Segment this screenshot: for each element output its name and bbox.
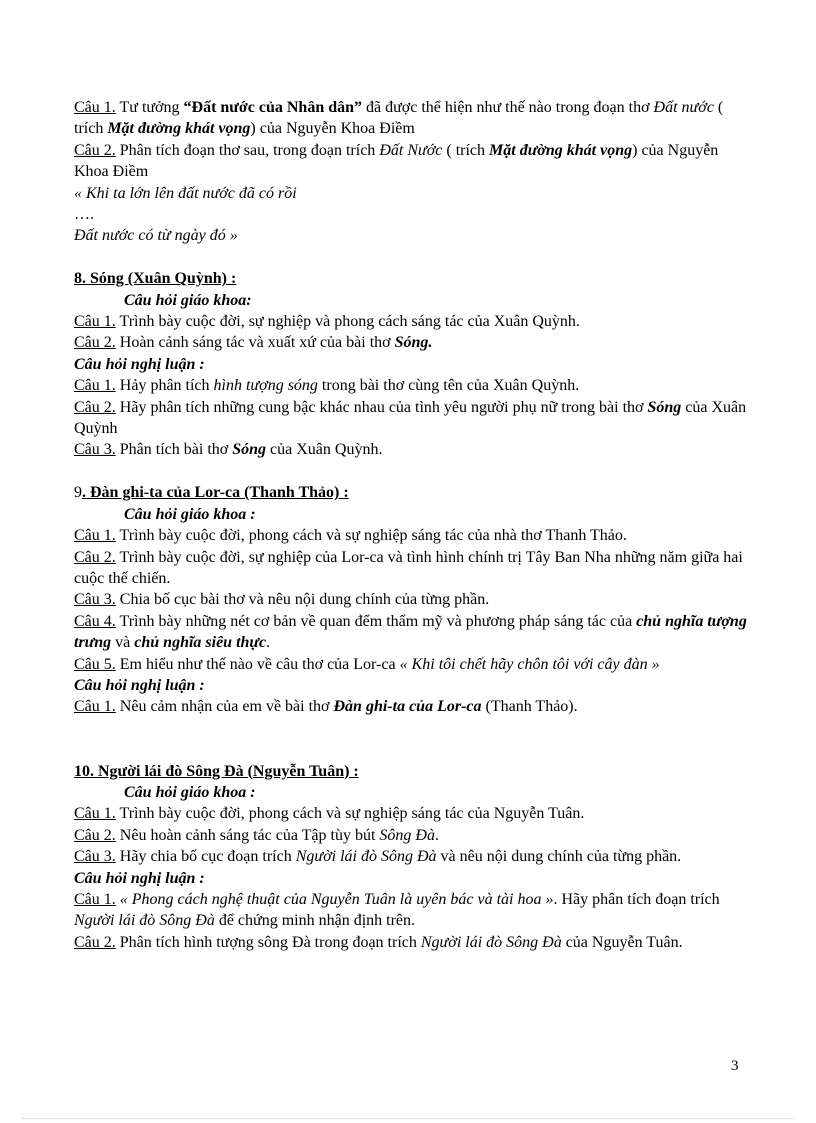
question-label: Câu 1. <box>74 890 116 908</box>
question-paragraph <box>74 140 754 183</box>
question-text: Chia bố cục bài thơ và nêu nội dung chính của từng phần. <box>115 591 490 609</box>
section-title <box>74 268 754 289</box>
section-title-text: 10. Người lái đò Sông Đà (Nguyễn Tuân) : <box>74 762 359 780</box>
question-text: trong bài thơ cùng tên của Xuân Quỳnh. <box>317 377 580 395</box>
section-title <box>74 761 754 782</box>
subsection-heading <box>74 290 754 311</box>
question-paragraph <box>74 825 754 846</box>
question-label: Câu 3. <box>74 848 116 866</box>
spacer <box>74 247 754 268</box>
question-label: Câu 2. <box>74 398 116 416</box>
question-text: Nêu hoàn cảnh sáng tác của Tập tùy bút <box>115 826 380 844</box>
question-text: Trình bày cuộc đời, sự nghiệp và phong cách sáng tác của Xuân Quỳnh. <box>115 313 580 331</box>
document-body <box>74 97 754 953</box>
question-label: Câu 2. <box>74 933 116 951</box>
subsection-heading <box>74 504 754 525</box>
question-paragraph <box>74 932 754 953</box>
italic-quote: « Phong cách nghệ thuật của Nguyễn Tuân là uyên bác và tài hoa » <box>115 890 554 908</box>
question-label: Câu 1. <box>74 527 116 545</box>
question-paragraph <box>74 397 754 440</box>
question-paragraph <box>74 311 754 332</box>
poem-ellipsis: …. <box>74 206 94 224</box>
bold-italic-title: Sóng <box>232 441 267 459</box>
question-text: của Xuân Quỳnh. <box>266 441 383 459</box>
question-text: Em hiểu như thế nào về câu thơ của Lor-ca <box>115 655 400 673</box>
poem-quote-line <box>74 183 754 204</box>
question-label: Câu 1. <box>74 698 116 716</box>
question-label: Câu 1. <box>74 805 116 823</box>
question-label: Câu 2. <box>74 826 116 844</box>
question-text: và <box>111 634 135 652</box>
question-text: Nêu cảm nhận của em về bài thơ <box>115 698 334 716</box>
italic-quote: « Khi tôi chết hãy chôn tôi với cây đàn » <box>399 655 660 673</box>
question-text: và nêu nội dung chính của từng phần. <box>436 848 682 866</box>
question-text: Phân tích hình tượng sông Đà trong đoạn trích <box>115 933 421 951</box>
question-paragraph <box>74 547 754 590</box>
bold-italic-title: Sóng. <box>394 334 433 352</box>
question-text: Hảy phân tích <box>115 377 214 395</box>
question-text: của Xuân Quỳnh <box>74 398 747 438</box>
question-paragraph <box>74 589 754 610</box>
question-text: ( trích <box>74 99 724 138</box>
question-label: Câu 2. <box>74 334 116 352</box>
question-text: để chứng minh nhận định trên. <box>214 912 416 930</box>
italic-phrase: hình tượng sóng <box>213 377 318 395</box>
bold-italic-title: Mặt đường khát vọng <box>107 120 251 138</box>
italic-title: Người lái đò Sông Đà <box>295 848 437 866</box>
question-text: Tư tưởng <box>115 99 184 116</box>
poem-quote-line <box>74 225 754 246</box>
question-label: Câu 3. <box>74 441 116 459</box>
question-text: Phân tích đoạn thơ sau, trong đoạn trích <box>115 141 380 159</box>
bold-quote: “Đất nước của Nhân dân” <box>183 99 363 116</box>
bold-italic-title: Mặt đường khát vọng <box>489 141 633 159</box>
question-paragraph <box>74 97 754 140</box>
question-text: Hãy phân tích những cung bậc khác nhau của tình yêu người phụ nữ trong bài thơ <box>115 398 648 416</box>
section-title-text: 8. Sóng (Xuân Quỳnh) : <box>74 270 237 288</box>
subsection-heading <box>74 868 754 889</box>
poem-quote-end: Đất nước có từ ngày đó » <box>74 227 238 245</box>
question-text: đã được thể hiện như thế nào trong đoạn thơ <box>362 99 654 116</box>
question-label: Câu 1. <box>74 99 116 116</box>
question-text: . Hãy phân tích đoạn trích <box>553 890 720 908</box>
section-title-text: . Đàn ghi-ta của Lor-ca (Thanh Thảo) : <box>82 484 349 502</box>
question-paragraph <box>74 611 754 654</box>
subsection-heading-text: Câu hỏi giáo khoa : <box>124 505 256 523</box>
section-number: 9 <box>74 484 82 502</box>
question-paragraph <box>74 439 754 460</box>
poem-quote-start: « Khi ta lớn lên đất nước đã có rồi <box>74 184 297 202</box>
question-label: Câu 1. <box>74 377 116 395</box>
bold-italic-title: Sóng <box>647 398 682 416</box>
spacer <box>74 461 754 482</box>
question-text: Hoàn cảnh sáng tác và xuất xứ của bài thơ <box>115 334 395 352</box>
italic-title: Đất Nước <box>379 141 443 159</box>
question-label: Câu 2. <box>74 548 116 566</box>
question-paragraph <box>74 696 754 717</box>
subsection-heading <box>74 782 754 803</box>
question-paragraph <box>74 375 754 396</box>
question-label: Câu 2. <box>74 141 116 159</box>
question-paragraph <box>74 889 754 932</box>
subsection-heading-text: Câu hỏi giáo khoa : <box>124 783 256 801</box>
question-text: Trình bày những nét cơ bản về quan đểm thẩm mỹ và phương pháp sáng tác của <box>115 612 637 630</box>
page-number: 3 <box>731 1058 739 1074</box>
question-text: ) của Nguyễn Khoa Điềm <box>74 141 719 181</box>
question-text: ( trích <box>442 141 490 159</box>
page-bottom-divider <box>22 1118 794 1119</box>
question-text: Phân tích bài thơ <box>115 441 233 459</box>
question-text: của Nguyễn Tuân. <box>561 933 683 951</box>
question-text: . <box>434 826 439 844</box>
section-title <box>74 482 754 503</box>
spacer <box>74 718 754 761</box>
question-text: . <box>266 634 271 652</box>
bold-italic-title: Đàn ghi-ta của Lor-ca <box>333 698 482 716</box>
subsection-heading <box>74 354 754 375</box>
question-text: ) của Nguyễn Khoa Điềm <box>250 120 415 138</box>
italic-title: Người lái đò Sông Đà <box>420 933 562 951</box>
question-paragraph <box>74 654 754 675</box>
subsection-heading <box>74 675 754 696</box>
bold-italic-term: chủ nghĩa tượng trưng <box>74 612 747 652</box>
italic-title: Đất nước <box>653 99 714 116</box>
subsection-heading-text: Câu hỏi giáo khoa: <box>124 291 252 309</box>
question-text: (Thanh Thảo). <box>481 698 578 716</box>
italic-title: Sông Đà <box>379 826 435 844</box>
subsection-heading-text: Câu hỏi nghị luận : <box>74 676 205 694</box>
subsection-heading-text: Câu hỏi nghị luận : <box>74 355 205 373</box>
italic-title: Người lái đò Sông Đà <box>74 912 215 930</box>
question-label: Câu 1. <box>74 313 116 331</box>
question-paragraph <box>74 332 754 353</box>
question-text: Trình bày cuộc đời, phong cách và sự nghiệp sáng tác của nhà thơ Thanh Thảo. <box>115 527 627 545</box>
question-label: Câu 5. <box>74 655 116 673</box>
subsection-heading-text: Câu hỏi nghị luận : <box>74 869 205 887</box>
bold-italic-term: chủ nghĩa siêu thực <box>134 634 267 652</box>
question-paragraph <box>74 846 754 867</box>
question-label: Câu 3. <box>74 591 116 609</box>
question-text: Trình bày cuộc đời, sự nghiệp của Lor-ca và tình hình chính trị Tây Ban Nha những năm giữa hai cuộc thế chiến. <box>74 548 743 587</box>
question-text: Trình bày cuộc đời, phong cách và sự nghiệp sáng tác của Nguyễn Tuân. <box>115 805 585 823</box>
question-paragraph <box>74 803 754 824</box>
question-text: Hãy chia bố cục đoạn trích <box>115 848 296 866</box>
question-label: Câu 4. <box>74 612 116 630</box>
question-paragraph <box>74 525 754 546</box>
